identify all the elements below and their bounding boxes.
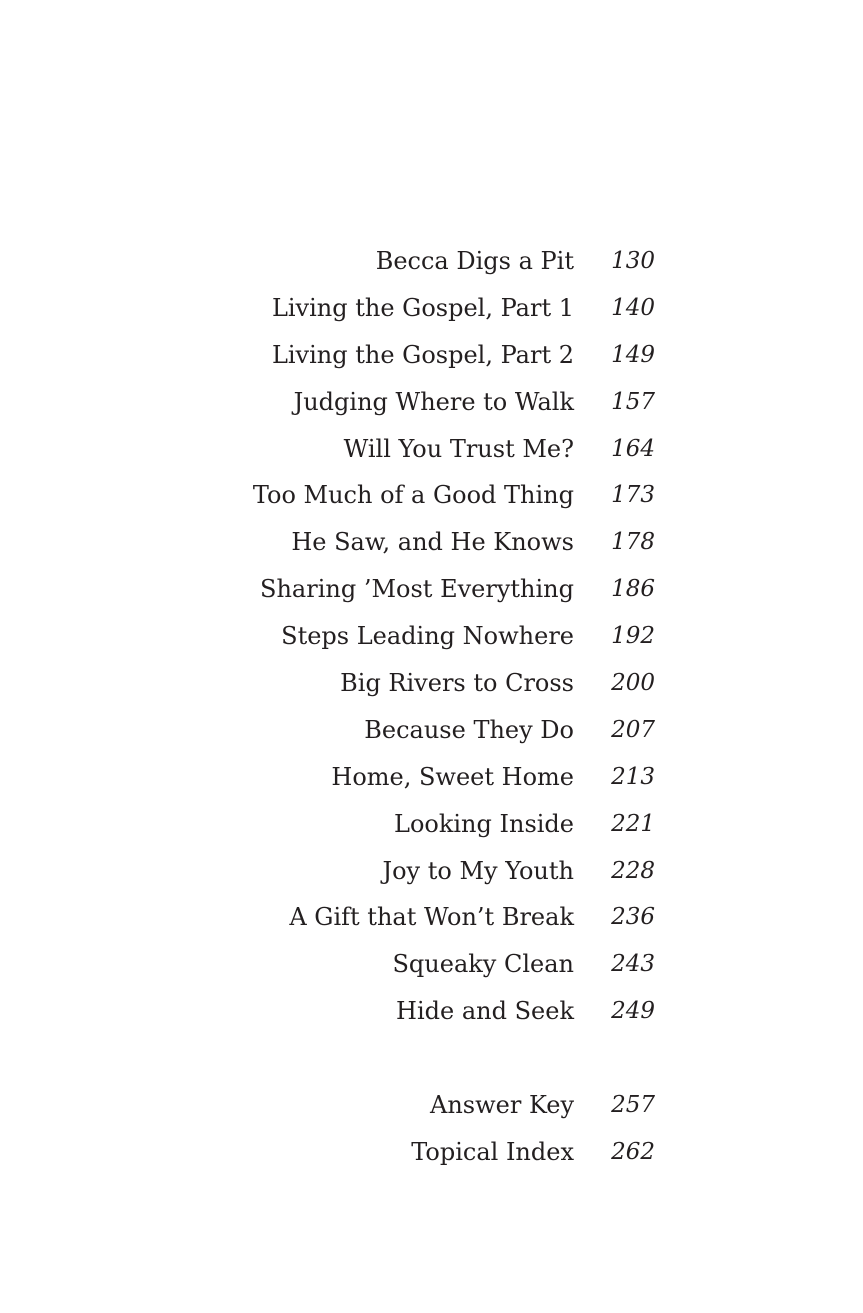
toc-entry-title: Too Much of a Good Thing bbox=[252, 481, 574, 510]
toc-entry bbox=[0, 848, 863, 895]
toc-entry bbox=[0, 472, 863, 519]
toc-entry-title: Answer Key bbox=[430, 1091, 574, 1120]
toc-entry-title: Looking Inside bbox=[394, 809, 574, 838]
toc-entry bbox=[0, 519, 863, 566]
toc-entry-title: Judging Where to Walk bbox=[293, 387, 574, 416]
toc-entry-page: 228 bbox=[611, 857, 655, 884]
toc-entry-page: 213 bbox=[611, 763, 655, 790]
toc-entry-page: 130 bbox=[611, 248, 655, 274]
toc-entry-title: Topical Index bbox=[411, 1137, 574, 1166]
toc-entry-page: 140 bbox=[611, 294, 655, 321]
toc-entry-title: Will You Trust Me? bbox=[343, 434, 574, 463]
toc-section-spacer bbox=[0, 1035, 863, 1082]
toc-entry-title: Living the Gospel, Part 1 bbox=[271, 293, 574, 322]
toc-entry-page: 200 bbox=[611, 670, 655, 697]
toc-entry-page: 221 bbox=[611, 810, 655, 837]
toc-entry-page: 173 bbox=[611, 482, 655, 509]
toc-entry bbox=[0, 332, 863, 379]
toc-back-matter-entry bbox=[0, 1082, 863, 1129]
toc-entry bbox=[0, 988, 863, 1035]
toc-entry-page: 149 bbox=[611, 341, 655, 368]
toc-entry bbox=[0, 894, 863, 941]
toc-entry-page: 192 bbox=[611, 623, 655, 650]
table-of-contents bbox=[0, 238, 863, 1176]
toc-entry bbox=[0, 754, 863, 801]
toc-entry-page: 249 bbox=[611, 998, 655, 1025]
toc-entry-title: Because They Do bbox=[364, 715, 574, 744]
toc-entry bbox=[0, 566, 863, 613]
toc-entry-page: 243 bbox=[611, 951, 655, 978]
toc-entry-page: 257 bbox=[611, 1092, 655, 1119]
toc-entry-title: Steps Leading Nowhere bbox=[281, 622, 574, 651]
toc-entry-title: Living the Gospel, Part 2 bbox=[271, 340, 574, 369]
toc-entry-title: Squeaky Clean bbox=[392, 950, 574, 979]
toc-entry bbox=[0, 285, 863, 332]
toc-entry bbox=[0, 707, 863, 754]
toc-entry bbox=[0, 426, 863, 473]
toc-entry-title: Becca Digs a Pit bbox=[375, 247, 574, 275]
toc-entry-title: Joy to My Youth bbox=[382, 856, 574, 885]
toc-entry bbox=[0, 941, 863, 988]
toc-entry bbox=[0, 801, 863, 848]
toc-entry bbox=[0, 238, 863, 285]
toc-entry-title: Sharing ’Most Everything bbox=[260, 575, 574, 604]
toc-entry bbox=[0, 379, 863, 426]
toc-entry-title: Hide and Seek bbox=[396, 997, 574, 1026]
toc-entry-page: 207 bbox=[611, 716, 655, 743]
toc-entry-title: Big Rivers to Cross bbox=[340, 669, 574, 698]
toc-entry-page: 178 bbox=[611, 529, 655, 556]
toc-entry-page: 157 bbox=[611, 388, 655, 415]
toc-entry-page: 164 bbox=[611, 435, 655, 462]
toc-entry-title: He Saw, and He Knows bbox=[291, 528, 574, 557]
toc-entry bbox=[0, 613, 863, 660]
toc-entry-page: 236 bbox=[611, 904, 655, 931]
toc-entry-page: 186 bbox=[611, 576, 655, 603]
toc-entry bbox=[0, 660, 863, 707]
toc-back-matter-entry bbox=[0, 1129, 863, 1176]
toc-entry-page: 262 bbox=[611, 1138, 655, 1165]
toc-entry-title: A Gift that Won’t Break bbox=[289, 903, 574, 932]
toc-entry-title: Home, Sweet Home bbox=[331, 762, 574, 791]
